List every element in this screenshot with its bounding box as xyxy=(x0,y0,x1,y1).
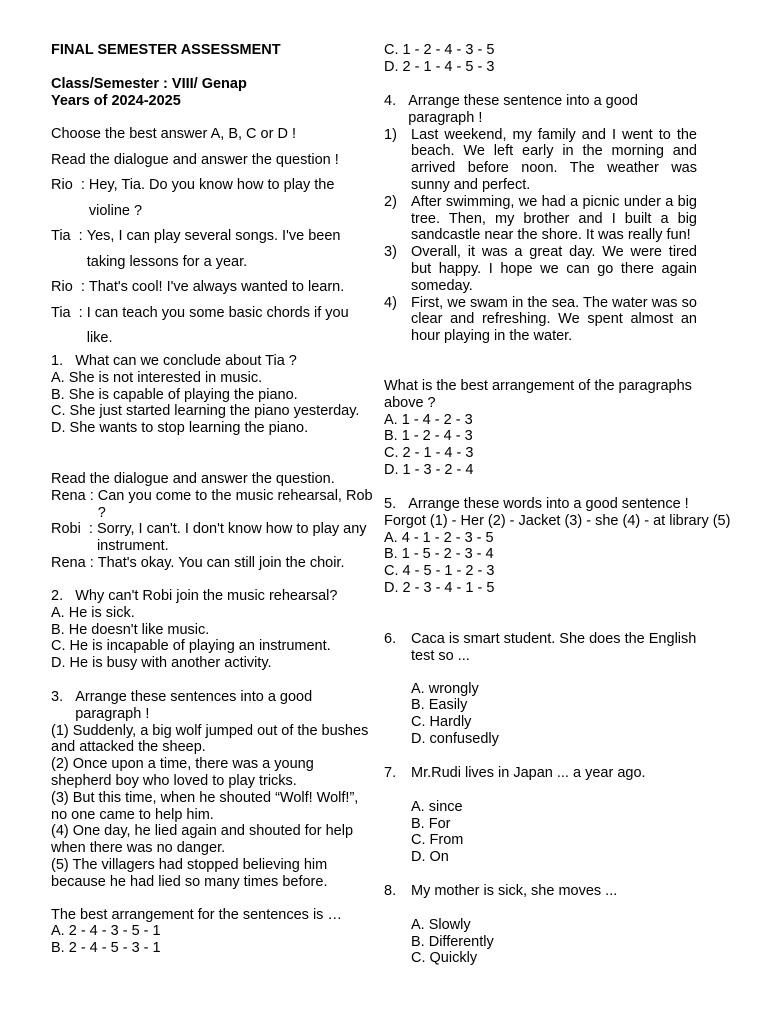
question-text: Arrange these words into a good sentence ! xyxy=(408,496,689,512)
paragraph-3 xyxy=(384,244,697,294)
q5-words: Forgot (1) - Her (2) - Jacket (3) - she (4) - at library (5) xyxy=(384,512,731,529)
speaker: Rena : xyxy=(51,554,98,571)
option-d: D. confusedly xyxy=(411,730,499,747)
sentence-1: (1) Suddenly, a big wolf jumped out of the bushes and attacked the sheep. xyxy=(51,722,369,756)
option-c: C. From xyxy=(411,832,464,849)
option-d: D. She wants to stop learning the piano. xyxy=(51,420,309,437)
option-b: B. Differently xyxy=(411,933,494,950)
speaker: Rio : xyxy=(51,177,89,193)
speaker: Rio : xyxy=(51,279,89,295)
option-a: A. Slowly xyxy=(411,916,471,933)
question-text: What can we conclude about Tia ? xyxy=(75,353,297,369)
question-3-continued xyxy=(384,42,494,76)
paragraph-2 xyxy=(384,194,697,244)
option-a: A. 1 - 4 - 2 - 3 xyxy=(384,411,473,428)
dialogue-line xyxy=(51,488,377,522)
question-4 xyxy=(384,93,697,345)
question-number: 8. xyxy=(384,883,397,899)
option-c: C. He is incapable of playing an instrument. xyxy=(51,638,331,655)
option-b: B. 1 - 5 - 2 - 3 - 4 xyxy=(384,546,494,563)
q3-prompt: The best arrangement for the sentences is … xyxy=(51,906,342,923)
question-text: Arrange these sentence into a good paragraph ! xyxy=(408,93,638,126)
sentence-2: (2) Once upon a time, there was a young shepherd boy who loved to play tricks. xyxy=(51,756,314,789)
dialogue-line xyxy=(51,224,377,275)
sentence-3: (3) But this time, when he shouted “Wolf! Wolf!”, no one came to help him. xyxy=(51,789,359,823)
question-text: Mr.Rudi lives in Japan ... a year ago. xyxy=(411,765,646,781)
q4-prompt: What is the best arrangement of the paragraphs above ? xyxy=(384,378,692,411)
option-d: D. 2 - 1 - 4 - 5 - 3 xyxy=(384,58,495,75)
dialogue1-instruction: Read the dialogue and answer the question ! xyxy=(51,152,339,168)
option-a: A. She is not interested in music. xyxy=(51,369,263,386)
dialogue-text: Can you come to the music rehearsal, Rob ? xyxy=(97,487,373,521)
dialogue-line xyxy=(51,521,377,555)
option-c: C. 1 - 2 - 4 - 3 - 5 xyxy=(384,42,495,58)
dialogue-text: Sorry, I can't. I don't know how to play any instrument. xyxy=(96,521,367,555)
question-1 xyxy=(51,353,377,437)
question-2 xyxy=(51,588,377,672)
question-number: 1. xyxy=(51,353,76,369)
dialogue-text: Hey, Tia. Do you know how to play the violine ? xyxy=(88,177,335,219)
option-b: B. He doesn't like music. xyxy=(51,621,210,638)
dialogue-line xyxy=(51,173,377,224)
dialogue-line xyxy=(51,275,377,301)
option-a: A. wrongly xyxy=(411,680,479,697)
option-c: C. 2 - 1 - 4 - 3 xyxy=(384,445,474,462)
question-6 xyxy=(384,631,720,748)
sentence-5: (5) The villagers had stopped believing him because he had lied so many times before. xyxy=(51,856,328,890)
option-a: A. 4 - 1 - 2 - 3 - 5 xyxy=(384,529,494,546)
question-number: 5. xyxy=(384,496,409,512)
class-semester: Class/Semester : VIII/ Genap xyxy=(51,76,247,92)
option-b: B. 2 - 4 - 5 - 3 - 1 xyxy=(51,940,161,957)
option-c: C. 4 - 5 - 1 - 2 - 3 xyxy=(384,563,495,580)
paragraph-text: Overall, it was a great day. We were tired but happy. I hope we can go there again someday. xyxy=(411,244,697,294)
main-instruction: Choose the best answer A, B, C or D ! xyxy=(51,126,297,142)
dialogue-text: That's okay. You can still join the choir. xyxy=(97,554,345,571)
school-year: Years of 2024-2025 xyxy=(51,93,181,109)
speaker: Tia : xyxy=(51,304,87,321)
option-a: A. since xyxy=(411,798,463,815)
paragraph-number: 1) xyxy=(384,126,397,143)
dialogue2 xyxy=(51,471,377,572)
exam-title: FINAL SEMESTER ASSESSMENT xyxy=(51,42,281,58)
option-d: D. He is busy with another activity. xyxy=(51,655,272,672)
option-d: D. 2 - 3 - 4 - 1 - 5 xyxy=(384,579,495,596)
question-3 xyxy=(51,689,377,957)
dialogue-text: Yes, I can play several songs. I've been taking lessons for a year. xyxy=(86,228,341,270)
paragraph-number: 3) xyxy=(384,244,397,261)
dialogue-text: I can teach you some basic chords if you like. xyxy=(86,304,349,346)
question-4-answers xyxy=(384,378,720,479)
question-text: Arrange these sentences into a good paragraph ! xyxy=(75,689,313,722)
dialogue-text: That's cool! I've always wanted to learn. xyxy=(88,279,345,295)
dialogue2-instruction: Read the dialogue and answer the question. xyxy=(51,471,335,487)
speaker: Tia : xyxy=(51,228,87,244)
paragraph-1 xyxy=(384,127,697,194)
paragraph-4 xyxy=(384,295,697,345)
option-a: A. He is sick. xyxy=(51,604,135,621)
option-d: D. 1 - 3 - 2 - 4 xyxy=(384,461,474,478)
option-c: C. Hardly xyxy=(411,714,472,731)
dialogue1 xyxy=(51,173,377,352)
question-text: Why can't Robi join the music rehearsal? xyxy=(75,588,338,604)
paragraph-text: After swimming, we had a picnic under a big tree. Then, my brother and I built a big sandcastle near the shore. It was really fun! xyxy=(411,193,697,244)
option-a: A. 2 - 4 - 3 - 5 - 1 xyxy=(51,923,161,940)
question-number: 4. xyxy=(384,93,409,109)
option-c: C. Quickly xyxy=(411,950,478,967)
question-7 xyxy=(384,765,720,866)
option-b: B. Easily xyxy=(411,697,468,714)
paragraph-text: Last weekend, my family and I went to the beach. We left early in the morning and arrived before noon. The weather was sunny and perfect. xyxy=(411,126,697,193)
speaker: Rena : xyxy=(51,487,98,504)
question-text: Caca is smart student. She does the English test so ... xyxy=(411,631,697,664)
paragraph-number: 2) xyxy=(384,193,397,210)
question-number: 2. xyxy=(51,588,76,604)
question-number: 3. xyxy=(51,689,76,705)
sentence-4: (4) One day, he lied again and shouted for help when there was no danger. xyxy=(51,823,354,857)
dialogue-line xyxy=(51,555,377,572)
option-b: B. 1 - 2 - 4 - 3 xyxy=(384,428,473,445)
question-8 xyxy=(384,883,720,967)
dialogue-line xyxy=(51,301,377,352)
question-number: 7. xyxy=(384,765,397,781)
option-b: B. For xyxy=(411,815,451,832)
paragraph-number: 4) xyxy=(384,294,397,311)
option-d: D. On xyxy=(411,849,449,866)
question-text: My mother is sick, she moves ... xyxy=(411,883,618,899)
option-b: B. She is capable of playing the piano. xyxy=(51,386,298,403)
speaker: Robi : xyxy=(51,521,97,538)
question-number: 6. xyxy=(384,631,397,647)
question-5 xyxy=(384,496,734,597)
paragraph-text: First, we swam in the sea. The water was so clear and refreshing. We spent almost an hour playing in the water. xyxy=(411,294,697,345)
option-c: C. She just started learning the piano yesterday. xyxy=(51,403,360,420)
